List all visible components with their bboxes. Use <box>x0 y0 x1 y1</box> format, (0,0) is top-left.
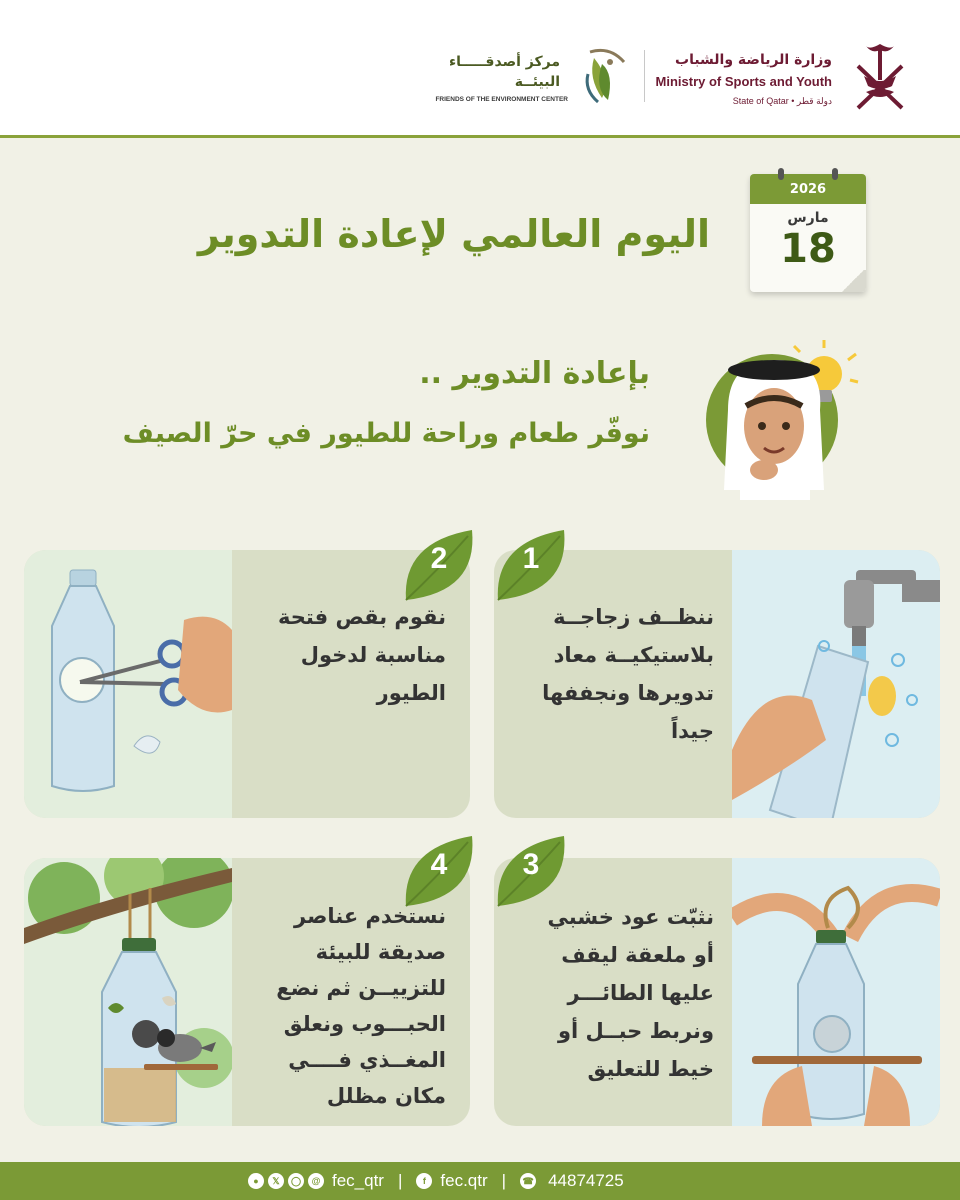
tying-rope-bottle-illustration <box>732 858 940 1126</box>
footer-contacts <box>248 1170 624 1192</box>
step-4-line: الحبـــوب ونعلق <box>283 1012 446 1036</box>
step-4-line: نستخدم عناصر <box>294 904 446 928</box>
step-1-line: بلاستيكيــة معاد <box>553 643 714 667</box>
step-2-line: نقوم بقص فتحة <box>277 605 446 629</box>
subtitle-line2: نوفّر طعام وراحة للطيور في حرّ الصيف <box>122 418 650 449</box>
step-3-line: عليها الطائـــر <box>567 981 714 1005</box>
calendar-page-curl <box>840 270 866 292</box>
tap-washing-bottle-illustration <box>732 550 940 818</box>
step-3-line: أو ملعقة ليقف <box>561 943 714 967</box>
ministry-state: State of Qatar • دولة قطر <box>732 96 832 106</box>
step-badge-3 <box>490 832 572 910</box>
x-icon[interactable]: 𝕏 <box>268 1173 284 1189</box>
step-4-text <box>276 898 446 1114</box>
footer <box>0 1162 960 1200</box>
fec-logo <box>430 40 640 120</box>
snapchat-icon[interactable]: ● <box>248 1173 264 1189</box>
hanging-bird-feeder-illustration <box>24 858 232 1126</box>
step-number: 3 <box>522 848 540 881</box>
calendar-month: مارس <box>787 210 829 226</box>
ministry-name-ar: وزارة الرياضة والشباب <box>675 52 832 68</box>
social-handle[interactable]: fec_qtr <box>332 1171 384 1190</box>
step-badge-4 <box>398 832 480 910</box>
step-badge-2 <box>398 526 480 604</box>
step-4-line: للتزييــن ثم نضع <box>276 976 446 1000</box>
step-badge-1 <box>490 526 572 604</box>
step-1-line: ننظــف زجاجــة <box>553 605 714 629</box>
qatar-emblem-icon <box>848 36 912 116</box>
footer-separator: | <box>501 1171 507 1190</box>
step-number: 1 <box>522 542 540 575</box>
step-1-line: تدويرها ونجففها <box>542 681 714 705</box>
calendar-page <box>750 174 866 292</box>
fec-name-en: FRIENDS OF THE ENVIRONMENT CENTER <box>435 96 568 103</box>
instagram-icon[interactable]: ◯ <box>288 1173 304 1189</box>
step-4-line: صديقة للبيئة <box>315 940 446 964</box>
step-3-line: خيط للتعليق <box>587 1057 714 1081</box>
fec-name-ar-line1: مركز أصدقـــــاء <box>448 54 560 70</box>
calendar-date <box>750 168 868 294</box>
oryx-leaf-icon <box>572 44 634 110</box>
step-4-line: المغــذي فــــي <box>288 1048 446 1072</box>
header-underline <box>0 135 960 138</box>
calendar-ring <box>832 168 838 180</box>
calendar-ring <box>778 168 784 180</box>
threads-icon[interactable]: @ <box>308 1173 324 1189</box>
step-number: 4 <box>430 848 448 881</box>
step-4-line: مكان مظلل <box>326 1084 446 1108</box>
step-2-line: الطيور <box>376 681 446 705</box>
ministry-name-en: Ministry of Sports and Youth <box>655 74 832 89</box>
step-2-text <box>278 598 446 712</box>
facebook-icon[interactable]: f <box>416 1173 432 1189</box>
header <box>0 0 960 138</box>
phone-icon[interactable]: ☎ <box>520 1173 536 1189</box>
ministry-logo <box>652 36 952 126</box>
header-divider <box>644 50 645 102</box>
subtitle-line1: بإعادة التدوير .. <box>419 356 650 391</box>
fec-name-ar-line2: البيئــة <box>514 74 560 90</box>
page-title: اليوم العالمي لإعادة التدوير <box>197 212 710 256</box>
calendar-year: 2026 <box>789 182 827 197</box>
step-3-line: نثبّت عود خشبي <box>547 905 714 929</box>
step-1-text <box>542 598 714 750</box>
footer-separator: | <box>397 1171 403 1190</box>
step-1-line: جيداً <box>670 719 714 743</box>
scissors-cutting-bottle-illustration <box>24 550 232 818</box>
step-3-text <box>548 898 715 1088</box>
step-3-line: ونربط حبــل أو <box>557 1019 714 1043</box>
calendar-day: 18 <box>780 226 836 272</box>
facebook-handle[interactable]: fec.qtr <box>440 1171 488 1190</box>
thinking-boy-illustration <box>700 330 860 500</box>
step-number: 2 <box>430 542 448 575</box>
step-2-line: مناسبة لدخول <box>300 643 446 667</box>
phone-number[interactable]: 44874725 <box>548 1171 624 1190</box>
